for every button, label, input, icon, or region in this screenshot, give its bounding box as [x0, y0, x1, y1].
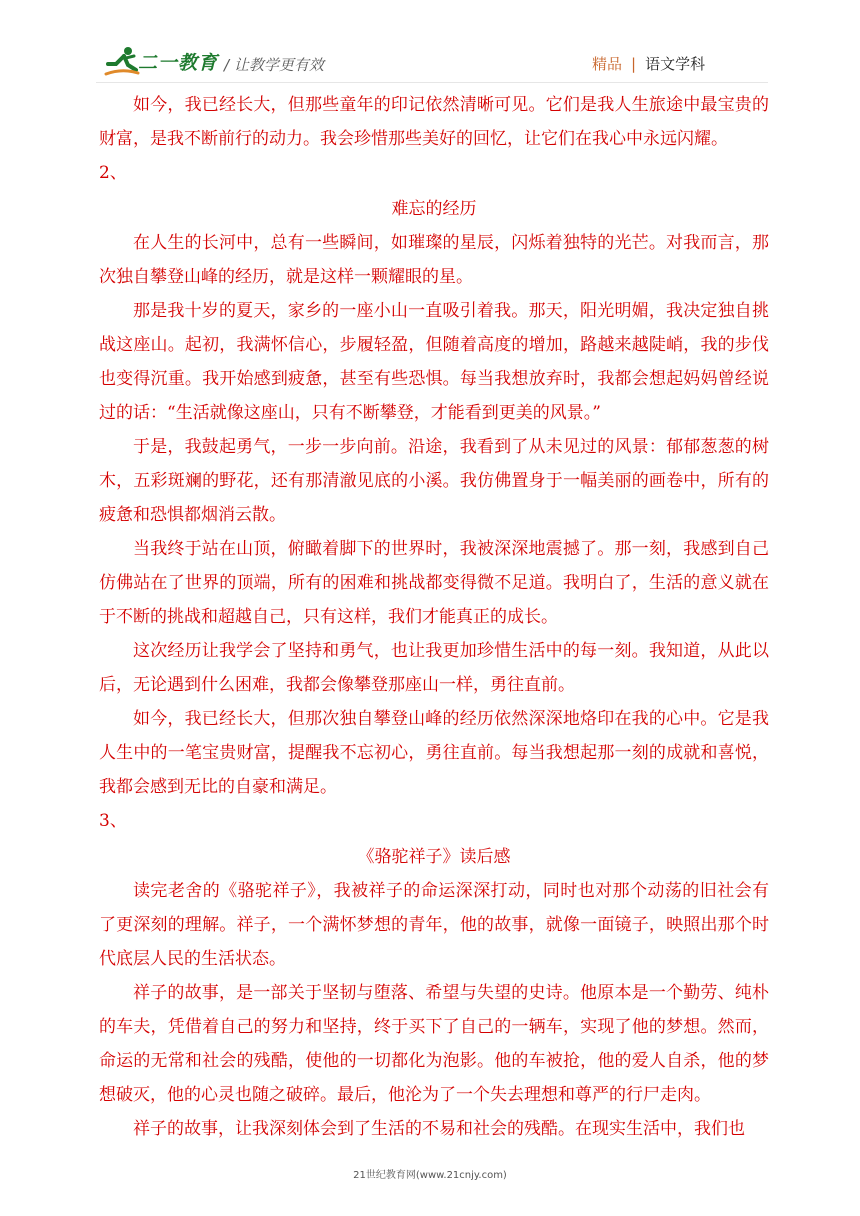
paragraph-text: 如今，我已经长大，但那些童年的印记依然清晰可见。它们是我人生旅途中最宝贵 — [133, 95, 752, 115]
slogan: / 让教学更有效 — [224, 56, 324, 74]
subject-label: 语文学科 — [645, 55, 706, 73]
essay-title: 《骆驼祥子》读后感 — [357, 847, 511, 867]
logo — [104, 46, 224, 78]
header-separator: | — [631, 55, 637, 73]
quality-label: 精品 — [592, 55, 623, 73]
logo-text: 二一教育 — [138, 52, 219, 74]
paragraph: 这次经历让我学会了坚持和勇气，也让我更加珍惜生活中的每一刻。我知道，从此以后，无论遇到什么困难，我都会像攀登那座山一样，勇往直前。 — [99, 641, 769, 695]
section-number: 2、 — [99, 163, 127, 183]
paragraph: 如今，我已经长大，但那次独自攀登山峰的经历依然深深地烙印在我的心中。它是我人生中的一笔宝贵财富，提醒我不忘初心，勇往直前。每当我想起那一刻的成就和喜悦，我都会感到无比的自豪和满足。 — [99, 709, 769, 797]
runner-logo-icon — [104, 46, 140, 78]
page-header — [0, 0, 860, 86]
section-number: 3、 — [99, 811, 127, 831]
header-category — [592, 53, 705, 74]
paragraph: 当我终于站在山顶，俯瞰着脚下的世界时，我被深深地震撼了。那一刻，我感到自己仿佛站在了世界的顶端，所有的困难和挑战都变得微不足道。我明白了，生活的意义就在于不断的挑战和超越自己，只有这样，我们才能真正的成长。 — [99, 539, 769, 627]
page-footer: 21世纪教育网(www.21cnjy.com) — [353, 1170, 507, 1181]
header-divider — [96, 82, 768, 83]
paragraph-text: 的财富，是我不断前行的动力。我会珍惜那些美好的回忆，让它们在我心中永远闪耀。 — [99, 95, 769, 149]
paragraph: 那是我十岁的夏天，家乡的一座小山一直吸引着我。那天，阳光明媚，我决定独自挑战这座山。起初，我满怀信心，步履轻盈，但随着高度的增加，路越来越陡峭，我的步伐也变得沉重。我开始感到疲惫，甚至有些恐惧。每当我想放弃时，我都会想起妈妈曾经说过的话：“生活就像这座山，只有不断攀登，才能看到更美的风景。” — [99, 301, 769, 423]
paragraph: 祥子的故事，是一部关于坚韧与堕落、希望与失望的史诗。他原本是一个勤劳、纯朴的车夫，凭借着自己的努力和坚持，终于买下了自己的一辆车，实现了他的梦想。然而，命运的无常和社会的残酷，使他的一切都化为泡影。他的车被抢，他的爱人自杀，他的梦想破灭，他的心灵也随之破碎。最后，他沦为了一个失去理想和尊严的行尸走肉。 — [99, 983, 769, 1105]
paragraph — [99, 88, 769, 156]
paragraph: 在人生的长河中，总有一些瞬间，如璀璨的星辰，闪烁着独特的光芒。对我而言，那次独自攀登山峰的经历，就是这样一颗耀眼的星。 — [99, 233, 769, 287]
document-body — [99, 88, 769, 1146]
essay-title: 难忘的经历 — [391, 199, 477, 219]
paragraph: 于是，我鼓起勇气，一步一步向前。沿途，我看到了从未见过的风景：郁郁葱葱的树木，五彩斑斓的野花，还有那清澈见底的小溪。我仿佛置身于一幅美丽的画卷中，所有的疲惫和恐惧都烟消云散。 — [99, 437, 769, 525]
paragraph: 祥子的故事，让我深刻体会到了生活的不易和社会的残酷。在现实生活中，我们也 — [133, 1119, 745, 1139]
paragraph: 读完老舍的《骆驼祥子》，我被祥子的命运深深打动，同时也对那个动荡的旧社会有了更深刻的理解。祥子，一个满怀梦想的青年，他的故事，就像一面镜子，映照出那个时代底层人民的生活状态。 — [99, 881, 769, 969]
